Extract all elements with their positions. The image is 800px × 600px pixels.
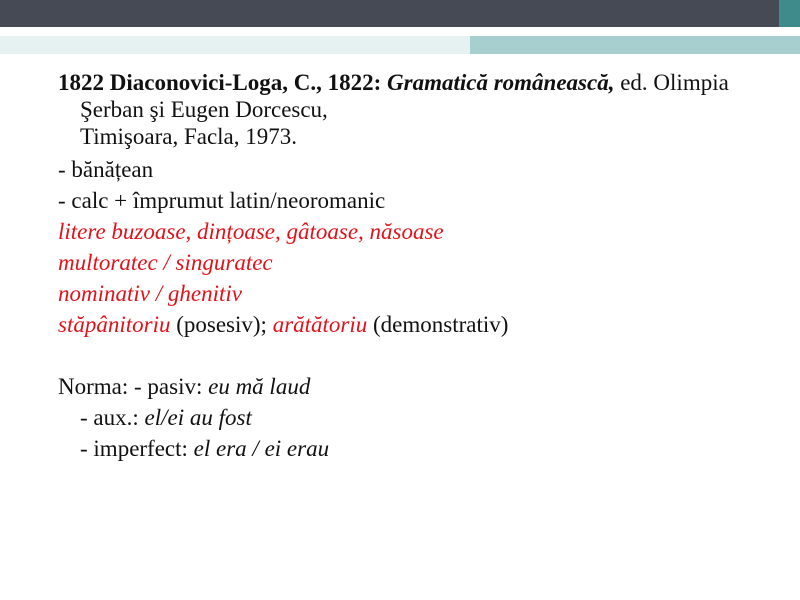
bullet-banatean: - bănățean: [58, 157, 154, 182]
slide-content: [58, 69, 758, 464]
reference-author: 1822 Diaconovici-Loga, C., 1822:: [58, 70, 382, 95]
norma-pasiv-line: [58, 371, 758, 402]
gloss-demonstrativ: (demonstrativ): [367, 312, 509, 337]
term-stapanitoriu: stăpânitoriu: [58, 312, 171, 337]
bullet-calc: - calc + împrumut latin/neoromanic: [58, 188, 386, 213]
reference-title: Gramatică românească,: [387, 70, 615, 95]
red-line-nominativ: nominativ / ghenitiv: [58, 281, 242, 306]
header-dark-bar: [0, 0, 779, 27]
bibliographic-reference: [58, 69, 758, 150]
norma-imperfect-line: [58, 433, 758, 464]
header-sub-band-light: [0, 36, 470, 54]
blank-line: [58, 340, 758, 371]
norma-label: Norma: - pasiv:: [58, 374, 209, 399]
reference-edition: ed. Olimpia Şerban şi Eugen Dorcescu,: [80, 70, 729, 122]
header-sub-band: [0, 36, 800, 54]
red-line-multoratec: multoratec / singuratec: [58, 250, 273, 275]
header-sub-band-mid: [470, 36, 800, 54]
red-line-litere: litere buzoase, dințoase, gâtoase, năsoase: [58, 219, 444, 244]
header-gap: [0, 27, 800, 36]
gloss-posesiv: (posesiv);: [170, 312, 273, 337]
header-band: [0, 0, 800, 27]
norma-imperfect-label: - imperfect:: [80, 436, 194, 461]
term-aratatoriu: arătătoriu: [272, 312, 368, 337]
norma-aux-line: [58, 402, 758, 433]
reference-publisher: Timişoara, Facla, 1973.: [80, 124, 297, 149]
norma-aux-label: - aux.:: [80, 405, 145, 430]
terms-line: [58, 309, 758, 340]
norma-pasiv-example: eu mă laud: [208, 374, 311, 399]
norma-aux-example: el/ei au fost: [144, 405, 252, 430]
header-teal-accent: [779, 0, 800, 27]
norma-imperfect-example: el era / ei erau: [193, 436, 330, 461]
